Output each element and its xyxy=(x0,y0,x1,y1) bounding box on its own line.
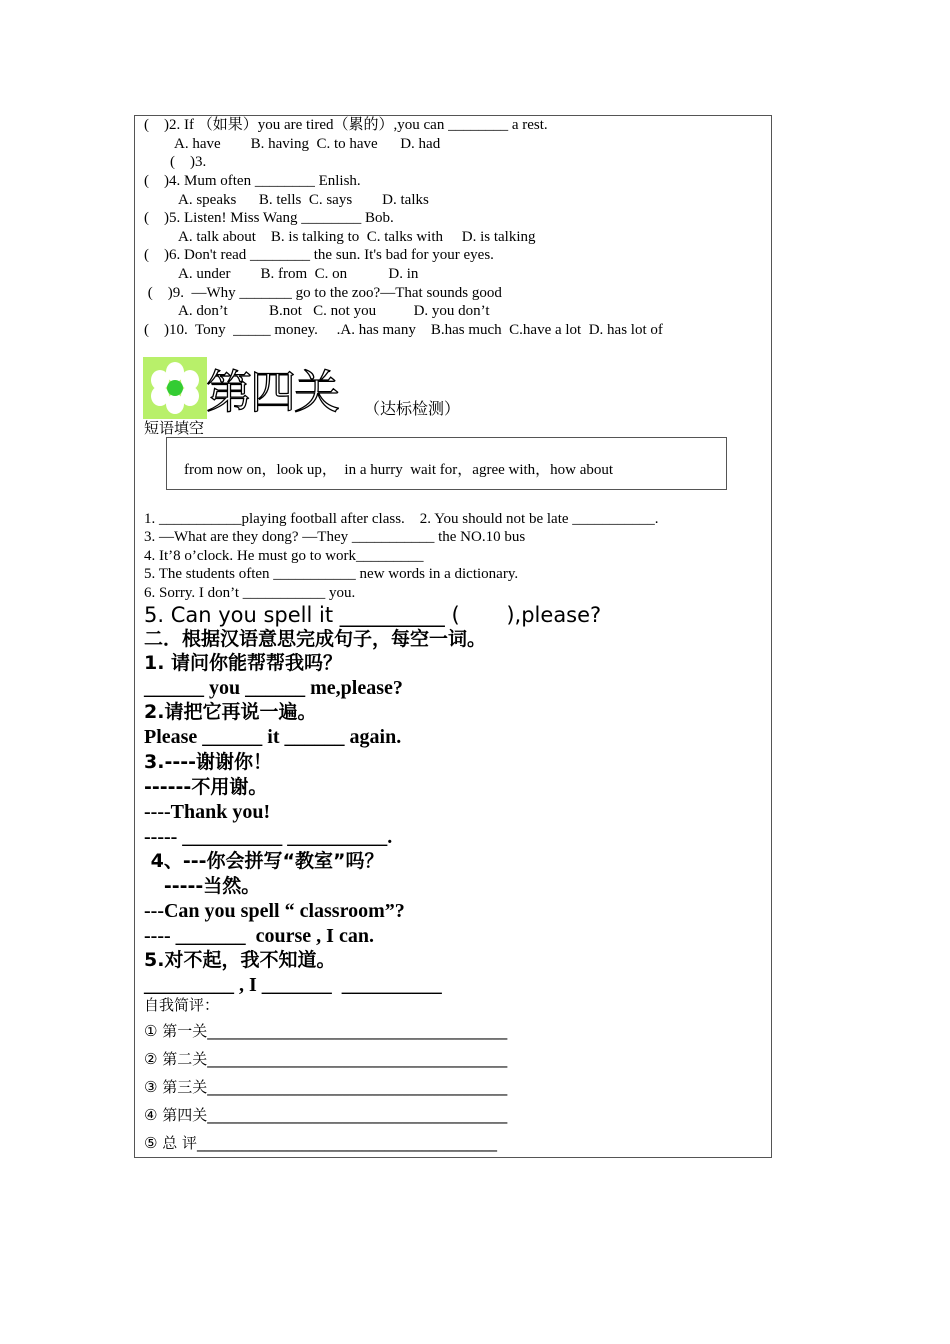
mc-question-3: ( )3. xyxy=(170,154,207,170)
mc-options-2: A. have B. having C. to have D. had xyxy=(174,136,441,152)
p2-q4-chinese-2: -----当然。 xyxy=(144,875,261,897)
fill-sentence-6: 6. Sorry. I don’t ___________ you. xyxy=(144,585,356,601)
p2-q3-chinese-1: 3.----谢谢你！ xyxy=(144,751,272,773)
mc-question-10: ( )10. Tony _____ money. .A. has many B.has much C.have a lot D. has lot of xyxy=(144,322,663,338)
p2-q5-english: _________ , I _______ __________ xyxy=(144,974,442,996)
phrase-fill-label: 短语填空 xyxy=(144,419,205,437)
evaluation-item-5: ⑤ 总 评________________________________________ xyxy=(144,1134,497,1152)
p2-q5-chinese: 5.对不起，我不知道。 xyxy=(144,949,336,971)
p2-q4-english-2: ---- _______ course , I can. xyxy=(144,925,374,947)
p2-q1-chinese: 1. 请问你能帮帮我吗？ xyxy=(144,652,343,674)
p2-q4-english-1: ---Can you spell “ classroom”? xyxy=(144,900,405,922)
p2-q2-chinese: 2.请把它再说一遍。 xyxy=(144,701,317,723)
mc-options-4: A. speaks B. tells C. says D. talks xyxy=(178,192,429,208)
p2-q2-english: Please ______ it ______ again. xyxy=(144,726,402,748)
p2-q1-english: ______ you ______ me,please? xyxy=(144,677,403,699)
fill-sentence-3: 3. —What are they dong? —They ___________ the NO.10 bus xyxy=(144,529,526,545)
flower-icon xyxy=(143,357,207,419)
p2-q3-english-2: ----- __________ __________. xyxy=(144,826,393,848)
evaluation-item-3: ③ 第三关________________________________________ xyxy=(144,1078,508,1096)
fill-sentence-4: 4. It’8 o’clock. He must go to work_________ xyxy=(144,548,424,564)
p2-q3-english-1: ----Thank you! xyxy=(144,801,271,823)
evaluation-item-1: ① 第一关________________________________________ xyxy=(144,1022,508,1040)
section-subtitle: （达标检测） xyxy=(364,399,461,418)
evaluation-item-4: ④ 第四关________________________________________ xyxy=(144,1106,508,1124)
phrase-box xyxy=(166,437,727,490)
mc-question-5: ( )5. Listen! Miss Wang ________ Bob. xyxy=(144,210,394,226)
mc-question-6: ( )6. Don't read ________ the sun. It's bad for your eyes. xyxy=(144,247,494,263)
mc-question-9: ( )9. —Why _______ go to the zoo?—That sounds good xyxy=(144,285,502,301)
phrase-list: from now on，look up， in a hurry wait for，agree with，how about xyxy=(184,462,614,478)
mc-options-6: A. under B. from C. on D. in xyxy=(178,266,419,282)
section-title: 第四关 xyxy=(206,365,338,419)
fill-sentence-5: 5. The students often ___________ new words in a dictionary. xyxy=(144,566,519,582)
mc-question-2: ( )2. If （如果）you are tired（累的）,you can ________ a rest. xyxy=(144,117,548,133)
mc-options-5: A. talk about B. is talking to C. talks with D. is talking xyxy=(178,229,536,245)
mc-question-4: ( )4. Mum often ________ Enlish. xyxy=(144,173,361,189)
evaluation-title: 自我简评： xyxy=(144,996,220,1014)
evaluation-item-2: ② 第二关________________________________________ xyxy=(144,1050,508,1068)
mc-options-9: A. don’t B.not C. not you D. you don’t xyxy=(178,303,490,319)
p2-q4-chinese-1: 4、---你会拼写“教室”吗？ xyxy=(144,850,384,872)
spell-question: 5. Can you spell it __________ ( ),please? xyxy=(144,603,602,627)
part2-heading: 二．根据汉语意思完成句子，每空一词。 xyxy=(144,628,487,650)
p2-q3-chinese-2: ------不用谢。 xyxy=(144,776,268,798)
fill-sentence-1-2: 1. ___________playing football after class. 2. You should not be late ___________. xyxy=(144,511,659,527)
